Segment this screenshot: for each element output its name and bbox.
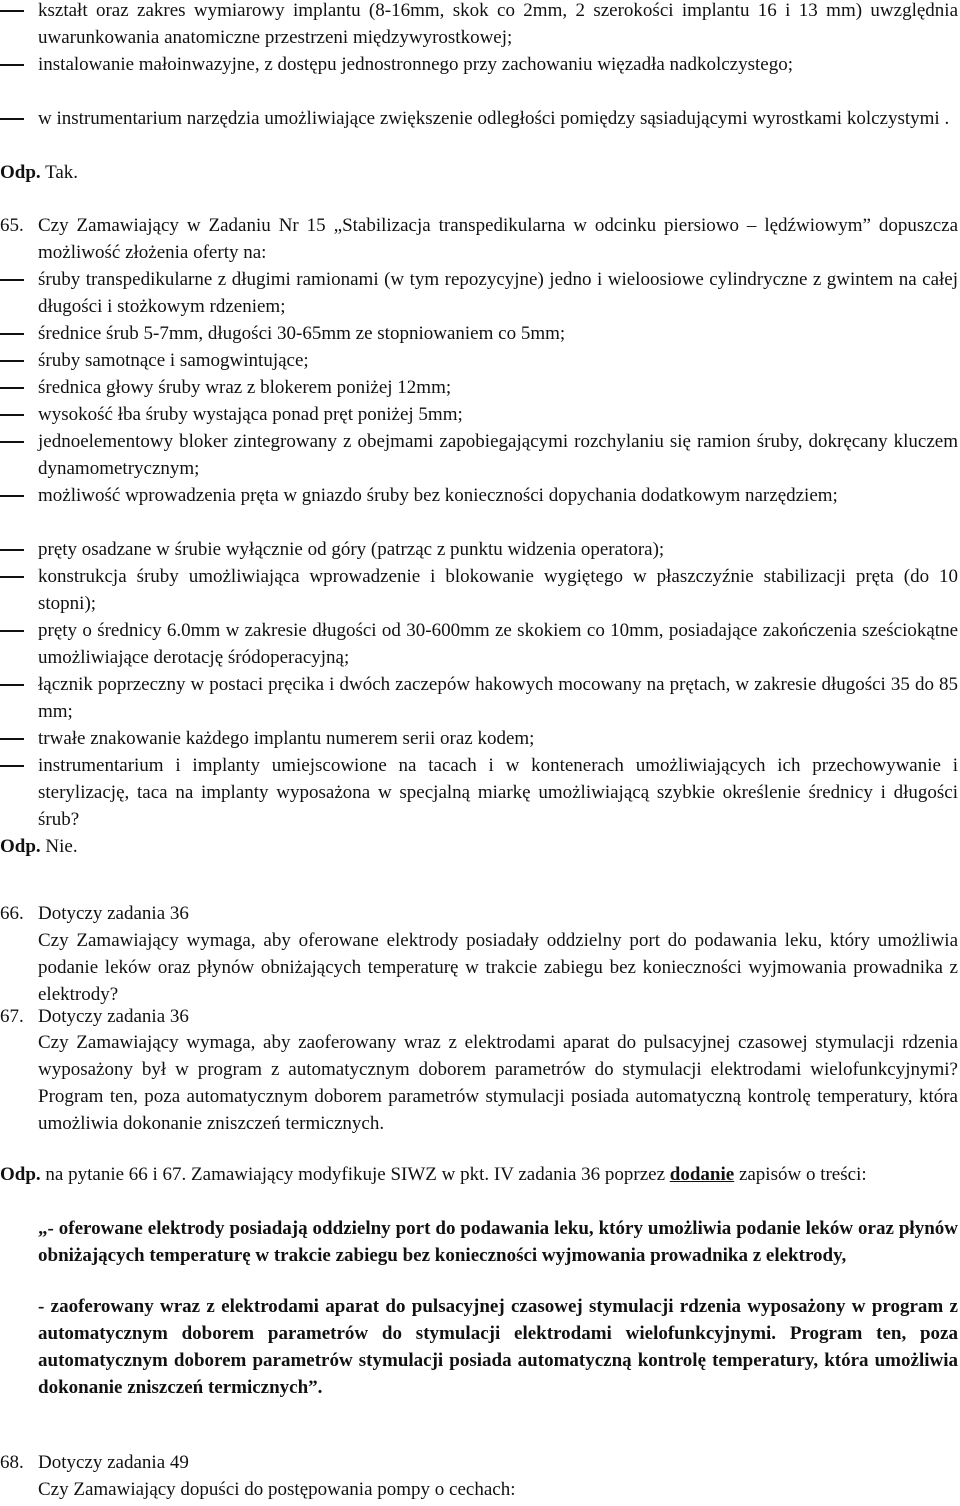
dash-bullet (0, 495, 24, 497)
answer-line (0, 159, 78, 186)
dash-bullet (0, 279, 24, 281)
list-item-text: trwałe znakowanie każdego implantu numerem serii oraz kodem; (38, 728, 535, 749)
list-item-text: instrumentarium i implanty umiejscowione na tacach i w kontenerach umożliwiających ich przechowywanie i sterylizację, taca na implanty wyposażona w specjalną miarkę umożliwiającą szybkie określenie średnicy i długości śrub? (38, 755, 958, 830)
question-number: 66. (0, 903, 24, 924)
inserted-provision-2: - zaoferowany wraz z elektrodami aparat do pulsacyjnej czasowej stymulacji rdzenia wyposażony w program z automatycznym doborem parametrów do stymulacji elektrodami wielofunkcyjnymi. Program ten, poza automatycznym doborem parametrów stymulacji posiada automatyczną kontrolę temperatury, która umożliwia dokonanie zniszczeń termicznych”. (38, 1296, 958, 1398)
question-text: Czy Zamawiający dopuści do postępowania pompy o cechach: (38, 1479, 516, 1500)
list-item-text: pręty o średnicy 6.0mm w zakresie długości od 30-600mm ze skokiem co 10mm, posiadające zakończenia sześciokątne umożliwiające derotację śródoperacyjną; (38, 620, 958, 668)
dash-bullet (0, 360, 24, 362)
dash-bullet (0, 64, 24, 66)
answer-label: Odp. (0, 836, 41, 857)
dash-bullet (0, 10, 24, 12)
question-title: Dotyczy zadania 36 (38, 1006, 189, 1027)
list-item-text: kształt oraz zakres wymiarowy implantu (8-16mm, skok co 2mm, 2 szerokości implantu 16 i 13 mm) uwzględnia uwarunkowania anatomiczne przestrzeni międzywyrostkowej; (38, 0, 958, 48)
answer-text: Nie. (40, 836, 78, 857)
list-item-text: możliwość wprowadzenia pręta w gniazdo śruby bez konieczności dopychania dodatkowym narzędziem; (38, 485, 838, 506)
list-item-text: w instrumentarium narzędzia umożliwiające zwiększenie odległości pomiędzy sąsiadującymi wyrostkami kolczystymi . (38, 108, 950, 129)
question-title: Dotyczy zadania 49 (38, 1452, 189, 1473)
dash-bullet (0, 630, 24, 632)
dash-bullet (0, 333, 24, 335)
question-title: Dotyczy zadania 36 (38, 903, 189, 924)
answer-text: na pytanie 66 i 67. Zamawiający modyfikuje SIWZ w pkt. IV zadania 36 poprzez (40, 1164, 670, 1185)
dash-bullet (0, 549, 24, 551)
list-item-text: jednoelementowy bloker zintegrowany z obejmami zapobiegającymi rozchylaniu się ramion śruby, dokręcany kluczem dynamometrycznym; (38, 431, 958, 479)
list-item-text: konstrukcja śruby umożliwiająca wprowadzenie i blokowanie wygiętego w płaszczyźnie stabilizacji pręta (do 10 stopni); (38, 566, 958, 614)
list-item-text: pręty osadzane w śrubie wyłącznie od góry (patrząc z punktu widzenia operatora); (38, 539, 665, 560)
question-text: Czy Zamawiający wymaga, aby oferowane elektrody posiadały oddzielny port do podawania leku, który umożliwia podanie leków oraz płynów obniżających temperaturę w trakcie zabiegu bez konieczności wyjmowania prowadnika z elektrody? (38, 930, 958, 1005)
answer-line (0, 833, 78, 860)
inserted-provision-1: „- oferowane elektrody posiadają oddzielny port do podawania leku, który umożliwia podanie leków oraz płynów obniżających temperaturę w trakcie zabiegu bez konieczności wyjmowania prowadnika z elektrody, (38, 1218, 958, 1266)
question-intro: Czy Zamawiający w Zadaniu Nr 15 „Stabilizacja transpedikularna w odcinku piersiowo – lędźwiowym” dopuszcza możliwość złożenia oferty na: (38, 215, 958, 263)
list-item-text: średnice śrub 5-7mm, długości 30-65mm ze stopniowaniem co 5mm; (38, 323, 566, 344)
dash-bullet (0, 738, 24, 740)
answer-label: Odp. (0, 1164, 41, 1185)
question-number: 65. (0, 215, 24, 236)
answer-text: Tak. (40, 162, 79, 183)
underlined-keyword: dodanie (669, 1164, 735, 1185)
dash-bullet (0, 576, 24, 578)
dash-bullet (0, 387, 24, 389)
list-item-text: śruby samotnące i samogwintujące; (38, 350, 309, 371)
list-item-text: wysokość łba śruby wystająca ponad pręt poniżej 5mm; (38, 404, 463, 425)
question-number: 68. (0, 1452, 24, 1473)
question-number: 67. (0, 1006, 24, 1027)
dash-bullet (0, 684, 24, 686)
answer-text-end: zapisów o treści: (734, 1164, 867, 1185)
answer-paragraph (0, 1161, 958, 1188)
answer-label: Odp. (0, 162, 41, 183)
dash-bullet (0, 414, 24, 416)
question-text: Czy Zamawiający wymaga, aby zaoferowany wraz z elektrodami aparat do pulsacyjnej czasowej stymulacji rdzenia wyposażony był w program z automatycznym doborem parametrów do stymulacji elektrodami wielofunkcyjnymi? Program ten, poza automatycznym doborem parametrów stymulacji posiada automatyczną kontrolę temperatury, która umożliwia dokonanie zniszczeń termicznych. (38, 1032, 958, 1134)
list-item-text: łącznik poprzeczny w postaci pręcika i dwóch zaczepów hakowych mocowany na prętach, w zakresie długości 35 do 85 mm; (38, 674, 958, 722)
list-item-text: śruby transpedikularne z długimi ramionami (w tym repozycyjne) jedno i wieloosiowe cylindryczne z gwintem na całej długości i stożkowym rdzeniem; (38, 269, 958, 317)
list-item-text: instalowanie małoinwazyjne, z dostępu jednostronnego przy zachowaniu więzadła nadkolczystego; (38, 54, 793, 75)
dash-bullet (0, 765, 24, 767)
list-item-text: średnica głowy śruby wraz z blokerem poniżej 12mm; (38, 377, 452, 398)
dash-bullet (0, 118, 24, 120)
dash-bullet (0, 441, 24, 443)
